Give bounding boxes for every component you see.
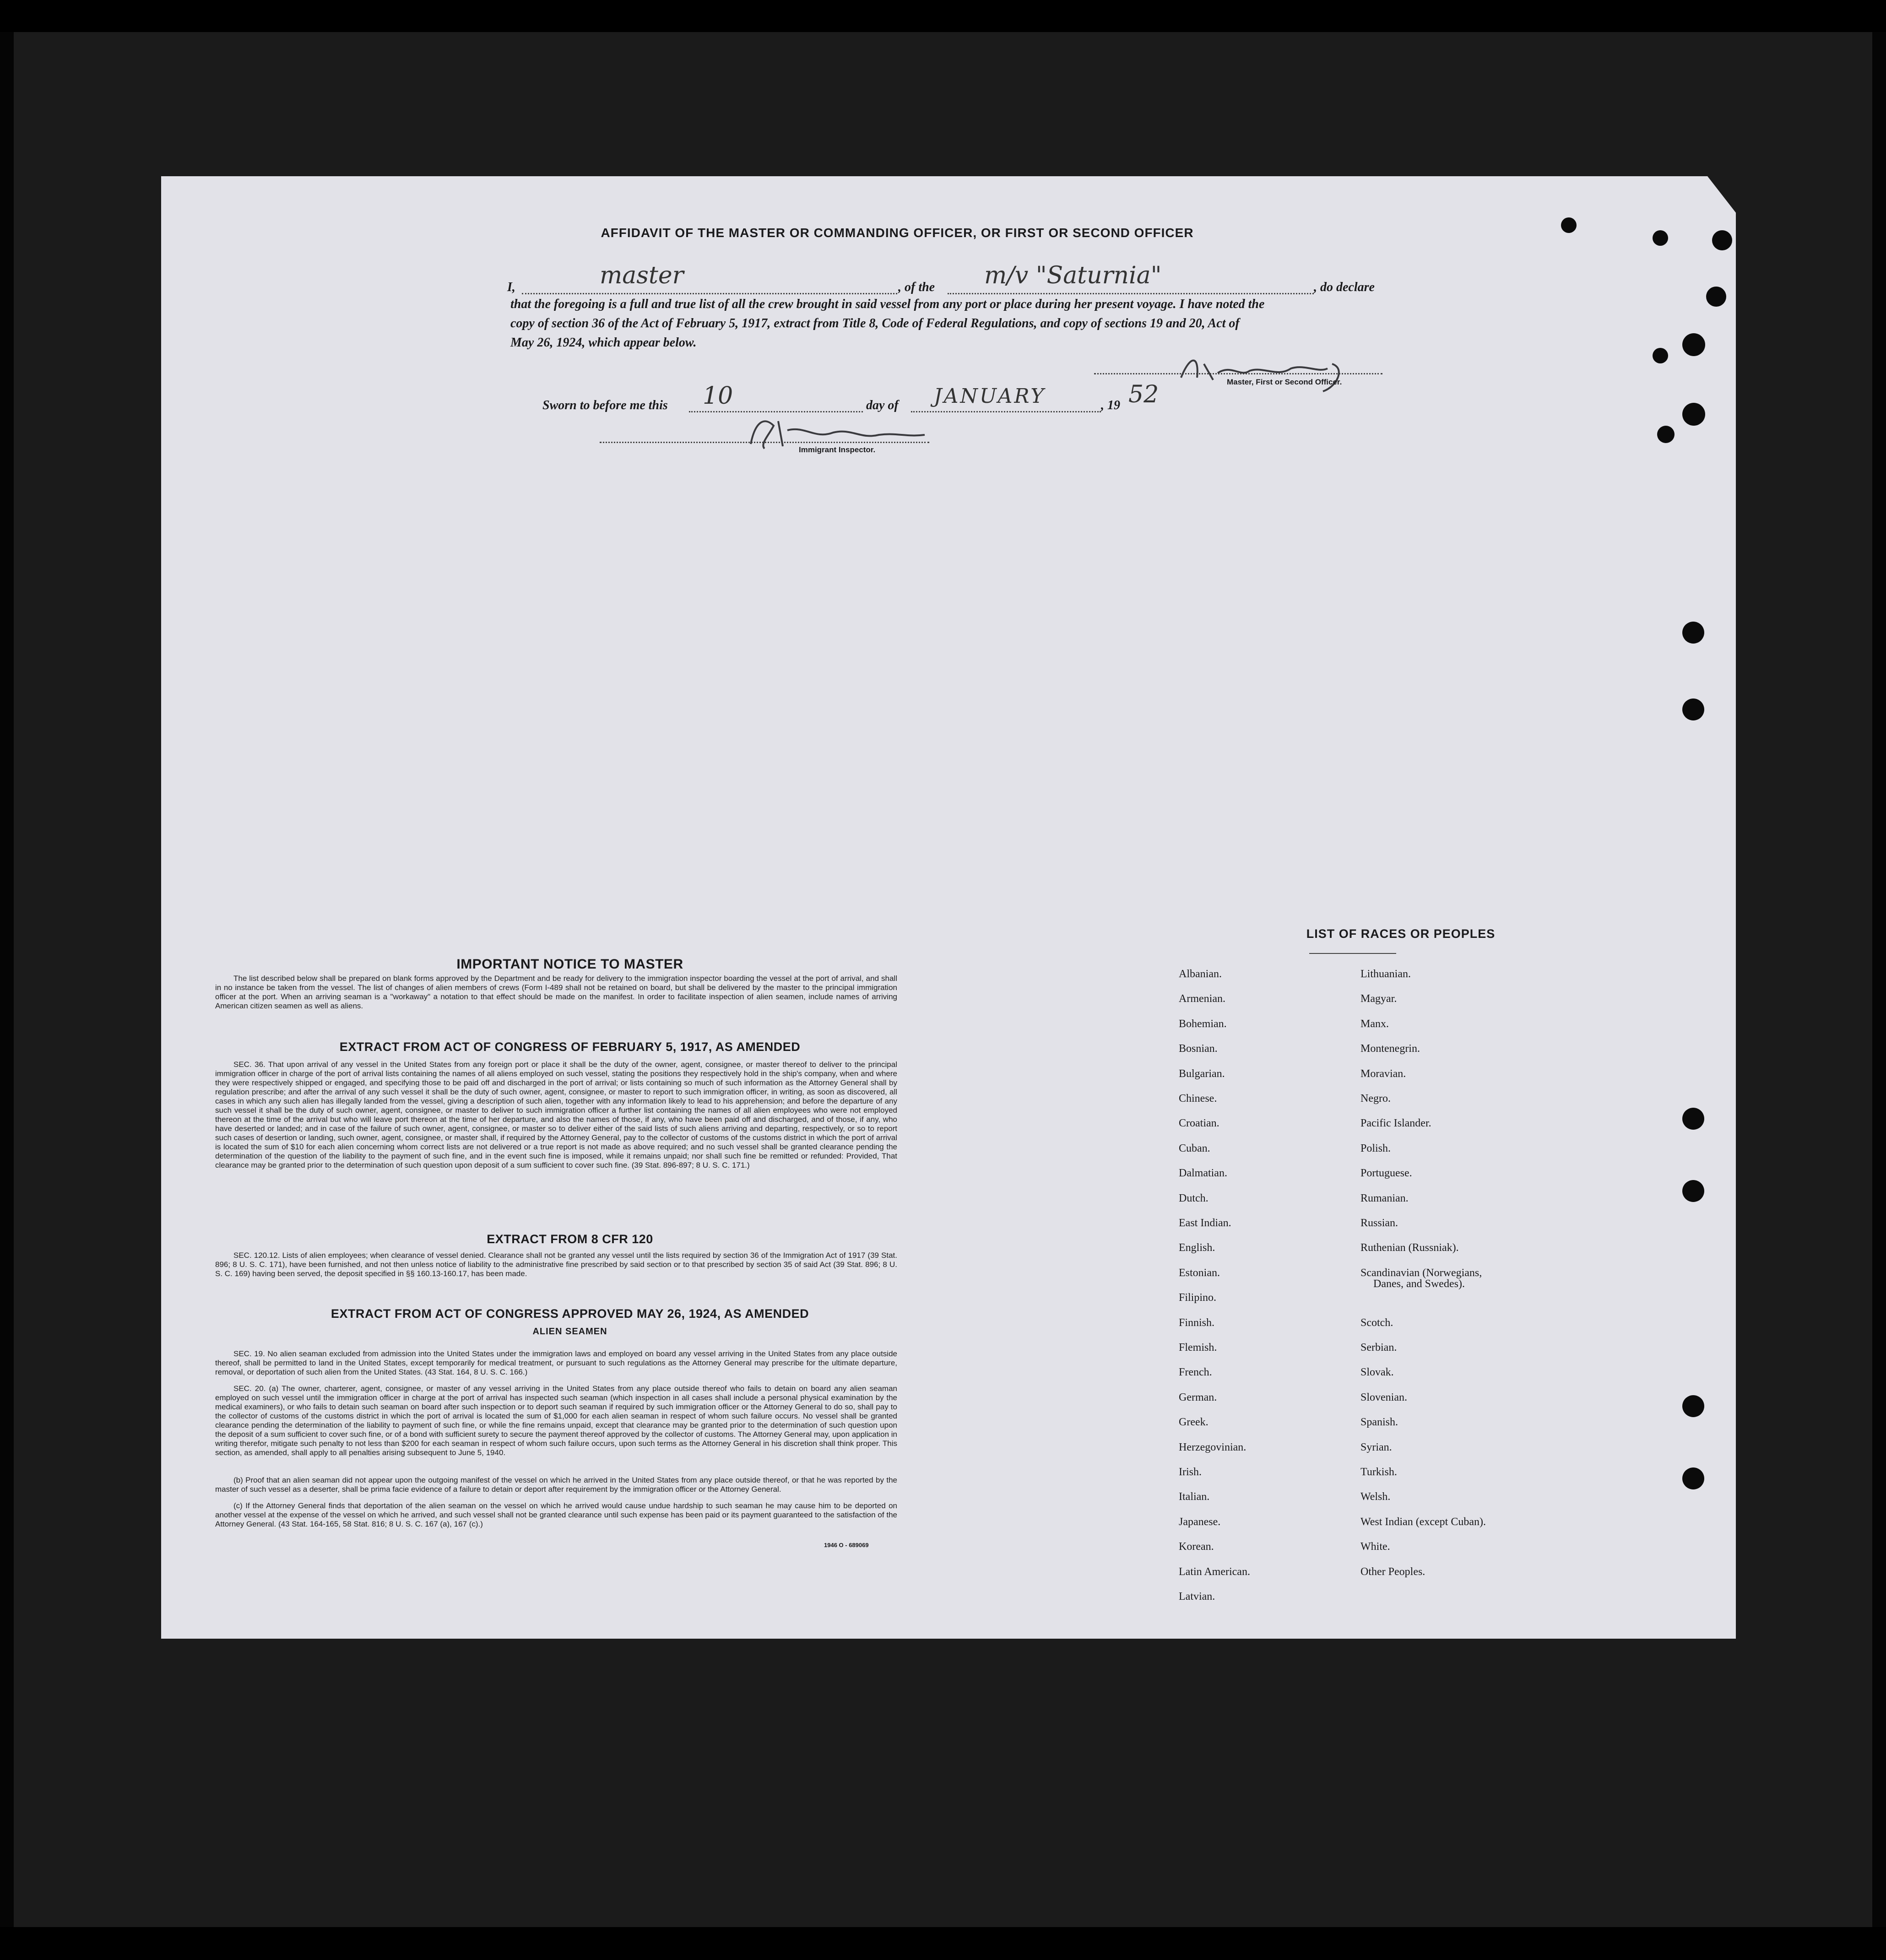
punch-hole — [1682, 333, 1705, 356]
name-fill-line — [522, 293, 897, 294]
punch-hole — [1682, 1108, 1704, 1130]
extract-1917-body: SEC. 36. That upon arrival of any vessel in the United States from any foreign port or place it shall be the duty of the owner, agent, consignee, or master thereof to deliver to the principal immigration officer in charge of the port of arrival lists containing the names of all aliens employed on such vessel, stating the positions they respectively hold in the ship's company, when and where they were respectively shipped or engaged, and specifying those to be paid off and discharged in the port of arrival; or lists containing so much of such information as the Attorney General shall by regulation prescribe; and after the arrival of any such vessel it shall be the duty of such owner, agent, consignee, or master to report to such immigration officer, in writing, as soon as discovered, all cases in which any such alien has illegally landed from the vessel, giving a description of such alien, together with any information likely to lead to his apprehension; and before the departure of any such vessel it shall be the duty of such owner, agent, consignee, or master to deliver to such immigration officer a further list containing the names of all alien employees who were not employed thereon at the time of the arrival but who will leave port thereon at the time of her departure, and also the names of those, if any, who have been paid off and discharged, and of those, if any, who have deserted or landed; and in case of the failure of such owner, agent, consignee, or master so to deliver either of the said lists of such aliens arriving and departing, respectively, or so to report such cases of desertion or landing, such owner, agent, consignee, or master shall, if required by the Attorney General, pay to the collector of customs of the customs district in which the port of arrival is located the sum of $10 for each alien concerning whom correct lists are not delivered or a true report is not made as above required; and no such vessel shall be granted clearance pending the determination of the question of the liability to the payment of such fine, and in the event such fine is imposed, while it remains unpaid; nor shall such fine be remitted or refunded: Provided, That clearance may be granted prior to the determination of such question upon deposit of a sum sufficient to cover such fine. (39 Stat. 896-897; 8 U. S. C. 171.) — [215, 1060, 897, 1170]
race-item: Irish. — [1179, 1466, 1202, 1478]
punch-hole — [1561, 217, 1577, 233]
races-title: LIST OF RACES OR PEOPLES — [1306, 927, 1496, 941]
race-item: Albanian. — [1179, 968, 1222, 980]
race-item: French. — [1179, 1366, 1212, 1378]
race-item: English. — [1179, 1242, 1215, 1254]
race-item: Spanish. — [1360, 1416, 1398, 1428]
punch-hole — [1682, 698, 1704, 720]
race-item: Slovenian. — [1360, 1391, 1407, 1403]
handwritten-year: 52 — [1128, 381, 1159, 408]
affidavit-title: AFFIDAVIT OF THE MASTER OR COMMANDING OFFICER, OR FIRST OR SECOND OFFICER — [601, 226, 1194, 240]
race-item: Herzegovinian. — [1179, 1441, 1246, 1453]
race-item: Polish. — [1360, 1142, 1391, 1154]
extract-cfr-body: SEC. 120.12. Lists of alien employees; when clearance of vessel denied. Clearance shall not be granted any vessel until the lists required by section 36 of the Immigration Act of 1917 (39 Stat. 896; 8 U. S. C. 171), have been furnished, and not then unless notice of liability to the administrative fine prescribed by said section or to that prescribed by section 35 of said Act (39 Stat. 896; 8 U. S. C. 169) having been served, the deposit specified in §§ 160.13-160.17, has been made. — [215, 1251, 897, 1278]
notice-body: The list described below shall be prepared on blank forms approved by the Department and be ready for delivery to the immigration inspector boarding the vessel at the port of arrival, and shall in no instance be taken from the vessel. The list of changes of alien members of crews (Form I-489 shall not be retained on board, but shall be delivered by the master to the principal immigration officer at the port. When an arriving seaman is a "workaway" a notation to that effect should be made on the manifest. In order to facilitate inspection of alien seamen, include names of arriving American citizen seamen as well as aliens. — [215, 974, 897, 1010]
race-item: Turkish. — [1360, 1466, 1397, 1478]
races-title-rule — [1309, 953, 1396, 954]
affidavit-prefix: I, — [507, 280, 515, 294]
race-item: White. — [1360, 1541, 1390, 1553]
race-item: Manx. — [1360, 1018, 1389, 1030]
handwritten-name: master — [600, 262, 684, 289]
master-caption: Master, First or Second Officer. — [1227, 378, 1342, 386]
print-code: 1946 O - 689069 — [824, 1542, 869, 1549]
race-item: West Indian (except Cuban). — [1360, 1516, 1486, 1528]
race-item: Rumanian. — [1360, 1192, 1409, 1204]
of-the-label: , of the — [898, 280, 935, 294]
race-item: Latvian. — [1179, 1591, 1215, 1603]
race-item: Dutch. — [1179, 1192, 1209, 1204]
race-item: Slovak. — [1360, 1366, 1394, 1378]
race-item: Bulgarian. — [1179, 1068, 1225, 1080]
extract-1924-title: EXTRACT FROM ACT OF CONGRESS APPROVED MAY 26, 1924, AS AMENDED — [331, 1307, 809, 1321]
punch-hole — [1682, 403, 1705, 426]
race-item: Russian. — [1360, 1217, 1398, 1229]
extract-1917-title: EXTRACT FROM ACT OF CONGRESS OF FEBRUARY 5, 1917, AS AMENDED — [339, 1040, 801, 1054]
race-item: Montenegrin. — [1360, 1043, 1420, 1055]
race-item: Syrian. — [1360, 1441, 1392, 1453]
film-border-top — [0, 0, 1886, 32]
alien-seamen-subtitle: ALIEN SEAMEN — [532, 1327, 607, 1337]
race-item: Filipino. — [1179, 1292, 1217, 1304]
race-item: Flemish. — [1179, 1342, 1217, 1354]
race-item: Bohemian. — [1179, 1018, 1227, 1030]
punch-hole — [1706, 287, 1726, 307]
race-item: Pacific Islander. — [1360, 1117, 1431, 1129]
race-item: Lithuanian. — [1360, 968, 1411, 980]
year-prefix: , 19 — [1101, 398, 1120, 412]
master-signature — [1172, 346, 1364, 396]
race-item: Welsh. — [1360, 1491, 1391, 1503]
race-item: Chinese. — [1179, 1093, 1217, 1105]
handwritten-month: JANUARY — [934, 384, 1046, 408]
sec19-body: SEC. 19. No alien seaman excluded from admission into the United States under the immigration laws and employed on board any vessel arriving in the United States from any place outside thereof, shall be permitted to land in the United States, except temporarily for medical treatment, or pursuant to such regulations as the Attorney General may prescribe for the ultimate departure, removal, or deportation of such alien from the United States. (43 Stat. 164, 8 U. S. C. 166.) — [215, 1349, 897, 1376]
sec20a-body: SEC. 20. (a) The owner, charterer, agent, consignee, or master of any vessel arriving in the United States from any place outside thereof who fails to detain on board any alien seaman employed on such vessel until the immigration officer in charge at the port of arrival has inspected such seaman (which inspection in all cases shall include a personal physical examination by the medical examiners), or who fails to detain such seaman on board after such inspection or to deport such seaman if required by such immigration officer or the Attorney General to do so, shall pay to the collector of customs of the customs district in which the port of arrival is located the sum of $1,000 for each alien seaman in respect of whom such failure occurs. No vessel shall be granted clearance pending the determination of the liability to payment of such fine, or while the fine remains unpaid, except that clearance may be granted prior to the determination of such question upon the deposit of a sum sufficient to cover such fine, or of a bond with sufficient surety to secure the payment thereof approved by the collector of customs. The Attorney General may, upon application in writing therefor, mitigate such penalty to not less than $200 for each seaman in respect of whom such failure occurs, upon such terms as the Attorney General in his discretion shall think proper. This section, as amended, shall apply to all penalties arising subsequent to June 5, 1940. — [215, 1384, 897, 1457]
punch-hole — [1653, 348, 1668, 363]
race-item: Dalmatian. — [1179, 1167, 1227, 1179]
sworn-label: Sworn to before me this — [542, 398, 668, 412]
race-item: Greek. — [1179, 1416, 1209, 1428]
punch-hole — [1682, 1180, 1704, 1202]
punch-hole — [1657, 426, 1675, 443]
punch-hole — [1682, 1467, 1704, 1489]
vessel-fill-line — [948, 293, 1314, 294]
notice-title: IMPORTANT NOTICE TO MASTER — [456, 957, 683, 972]
race-item: Japanese. — [1179, 1516, 1221, 1528]
punch-hole — [1682, 622, 1704, 644]
race-item: Scotch. — [1360, 1317, 1393, 1329]
race-item: Danes, and Swedes). — [1373, 1278, 1465, 1290]
race-item: Italian. — [1179, 1491, 1210, 1503]
extract-cfr-title: EXTRACT FROM 8 CFR 120 — [487, 1232, 653, 1246]
race-item: Other Peoples. — [1360, 1566, 1425, 1578]
race-item: Magyar. — [1360, 993, 1397, 1005]
race-item: Portuguese. — [1360, 1167, 1412, 1179]
race-item: Finnish. — [1179, 1317, 1215, 1329]
race-item: Croatian. — [1179, 1117, 1219, 1129]
affidavit-body-line: that the foregoing is a full and true list of all the crew brought in said vessel from any port or place during her present voyage. I have noted the — [510, 297, 1265, 311]
inspector-caption: Immigrant Inspector. — [799, 445, 876, 454]
race-item: Estonian. — [1179, 1267, 1220, 1279]
punch-hole — [1682, 1395, 1704, 1417]
race-item: Serbian. — [1360, 1342, 1397, 1354]
race-item: Moravian. — [1360, 1068, 1406, 1080]
affidavit-body-line: copy of section 36 of the Act of February 5, 1917, extract from Title 8, Code of Federal Regulations, and copy of sections 19 and 20, Act of — [510, 316, 1240, 330]
race-item: Negro. — [1360, 1093, 1391, 1105]
sec20b-body: (b) Proof that an alien seaman did not appear upon the outgoing manifest of the vessel on which he arrived in the United States from any place outside thereof, or that he was reported by the master of such vessel as a deserter, shall be prima facie evidence of a failure to detain or deport after requirement by the immigration officer or the Attorney General. — [215, 1476, 897, 1494]
handwritten-vessel: m/v "Saturnia" — [984, 262, 1162, 289]
race-item: Latin American. — [1179, 1566, 1250, 1578]
race-item: Korean. — [1179, 1541, 1214, 1553]
punch-hole — [1653, 230, 1668, 246]
race-item: Bosnian. — [1179, 1043, 1218, 1055]
sec20c-body: (c) If the Attorney General finds that deportation of the alien seaman on the vessel on which he arrived would cause undue hardship to such seaman he may cause him to be deported on another vessel at the expense of the vessel on which he arrived, and such vessel shall not be granted clearance until such expense has been paid or its payment guaranteed to the satisfaction of the Attorney General. (43 Stat. 164-165, 58 Stat. 816; 8 U. S. C. 167 (a), 167 (c).) — [215, 1501, 897, 1528]
race-item: Scandinavian (Norwegians, — [1360, 1267, 1482, 1279]
film-border-bottom — [0, 1927, 1886, 1960]
day-of-label: day of — [866, 398, 899, 412]
race-item: Ruthenian (Russniak). — [1360, 1242, 1459, 1254]
affidavit-body-line: May 26, 1924, which appear below. — [510, 336, 697, 350]
punch-hole — [1712, 230, 1732, 250]
do-declare-label: , do declare — [1314, 280, 1375, 294]
race-item: German. — [1179, 1391, 1217, 1403]
race-item: East Indian. — [1179, 1217, 1231, 1229]
race-item: Armenian. — [1179, 993, 1225, 1005]
handwritten-day: 10 — [703, 382, 733, 410]
race-item: Cuban. — [1179, 1142, 1210, 1154]
